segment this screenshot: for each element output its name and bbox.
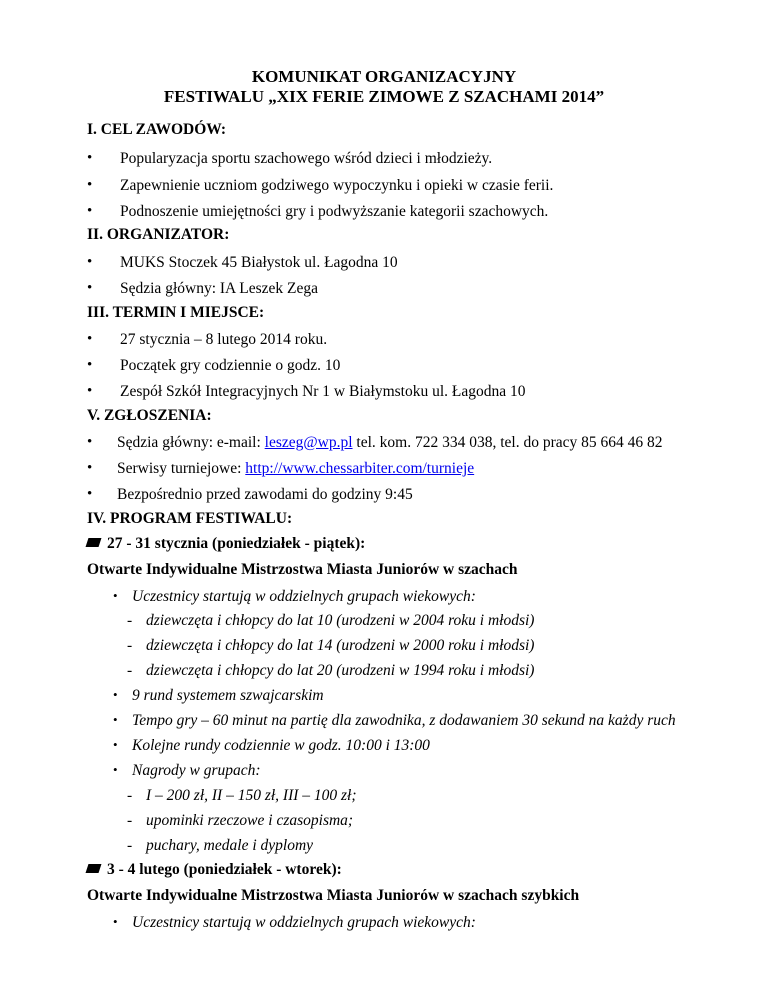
bullet-icon: • <box>87 460 93 476</box>
bullet-icon: • <box>87 486 93 502</box>
chessarbiter-link[interactable]: http://www.chessarbiter.com/turnieje <box>245 460 475 477</box>
bullet-icon: • <box>87 254 93 270</box>
list-item-text: Bezpośrednio przed zawodami do godziny 9:45 <box>117 486 413 503</box>
title-line-2: FESTIWALU „XIX FERIE ZIMOWE Z SZACHAMI 2014” <box>163 87 605 106</box>
contact-suffix: tel. kom. 722 334 038, tel. do pracy 85 664 46 82 <box>352 434 663 451</box>
program-date-1 <box>87 535 365 553</box>
program-date-1-text: 27 - 31 stycznia (poniedziałek - piątek): <box>107 535 366 552</box>
list-item-text: Zespół Szkół Integracyjnych Nr 1 w Białymstoku ul. Łagodna 10 <box>120 383 526 400</box>
bullet-icon: • <box>87 203 93 219</box>
section-heading-cel: I. CEL ZAWODÓW: <box>87 121 227 138</box>
list-item-text: Uczestnicy startują w oddzielnych grupach wiekowych: <box>132 588 476 605</box>
bullet-icon: • <box>87 280 93 296</box>
section-heading-organizator: II. ORGANIZATOR: <box>87 226 230 243</box>
list-item-text: Popularyzacja sportu szachowego wśród dzieci i młodzieży. <box>120 150 493 167</box>
list-item-text: Podnoszenie umiejętności gry i podwyższanie kategorii szachowych. <box>120 203 549 220</box>
bullet-icon: • <box>87 357 93 373</box>
program-date-2 <box>87 861 342 879</box>
list-item-text: puchary, medale i dyplomy <box>146 837 314 854</box>
dash-marker: - <box>127 637 133 654</box>
bullet-icon: • <box>113 712 118 727</box>
list-item-text: 9 rund systemem szwajcarskim <box>132 687 324 704</box>
program-event-2: Otwarte Indywidualne Mistrzostwa Miasta Juniorów w szachach szybkich <box>87 887 580 904</box>
dash-marker: - <box>127 787 133 804</box>
dash-marker: - <box>127 612 133 629</box>
bullet-icon: • <box>87 331 93 347</box>
bullet-icon: • <box>87 434 93 450</box>
section-heading-program: IV. PROGRAM FESTIWALU: <box>87 510 293 527</box>
list-item-text: 27 stycznia – 8 lutego 2014 roku. <box>120 331 328 348</box>
title-line-1: KOMUNIKAT ORGANIZACYJNY <box>251 67 517 86</box>
list-item-text: upominki rzeczowe i czasopisma; <box>146 812 354 829</box>
bullet-icon: • <box>87 150 93 166</box>
services-prefix: Serwisy turniejowe: <box>117 460 246 477</box>
bullet-icon: • <box>113 762 118 777</box>
list-item-text: I – 200 zł, II – 150 zł, III – 100 zł; <box>146 787 357 804</box>
program-event-1: Otwarte Indywidualne Mistrzostwa Miasta Juniorów w szachach <box>87 561 518 578</box>
list-item-text: Początek gry codziennie o godz. 10 <box>120 357 341 374</box>
list-item-text: dziewczęta i chłopcy do lat 20 (urodzeni w 1994 roku i młodsi) <box>146 662 535 679</box>
bullet-icon: • <box>113 687 118 702</box>
bullet-icon: • <box>113 588 118 603</box>
list-item-text: Uczestnicy startują w oddzielnych grupach wiekowych: <box>132 914 476 931</box>
bullet-icon: • <box>87 177 93 193</box>
list-item-text: Zapewnienie uczniom godziwego wypoczynku i opieki w czasie ferii. <box>120 177 554 194</box>
square-bullet-icon <box>86 538 102 547</box>
section-heading-zgloszenia: V. ZGŁOSZENIA: <box>87 407 212 424</box>
bullet-icon: • <box>113 737 118 752</box>
bullet-icon: • <box>87 383 93 399</box>
list-item-text <box>117 460 474 478</box>
dash-marker: - <box>127 812 133 829</box>
section-heading-termin: III. TERMIN I MIEJSCE: <box>87 304 265 321</box>
list-item-text: Sędzia główny: IA Leszek Zega <box>120 280 318 297</box>
list-item-text: Kolejne rundy codziennie w godz. 10:00 i 13:00 <box>132 737 430 754</box>
list-item-text <box>117 434 663 452</box>
bullet-icon: • <box>113 914 118 929</box>
dash-marker: - <box>127 837 133 854</box>
list-item-text: dziewczęta i chłopcy do lat 14 (urodzeni w 2000 roku i młodsi) <box>146 637 535 654</box>
square-bullet-icon <box>86 864 102 873</box>
list-item-text: Nagrody w grupach: <box>132 762 261 779</box>
email-link[interactable]: leszeg@wp.pl <box>264 434 353 451</box>
dash-marker: - <box>127 662 133 679</box>
list-item-text: dziewczęta i chłopcy do lat 10 (urodzeni w 2004 roku i młodsi) <box>146 612 535 629</box>
program-date-2-text: 3 - 4 lutego (poniedziałek - wtorek): <box>107 861 342 878</box>
list-item-text: Tempo gry – 60 minut na partię dla zawodnika, z dodawaniem 30 sekund na każdy ruch <box>132 712 676 729</box>
list-item-text: MUKS Stoczek 45 Białystok ul. Łagodna 10 <box>120 254 398 271</box>
contact-prefix: Sędzia główny: e-mail: <box>117 434 265 451</box>
